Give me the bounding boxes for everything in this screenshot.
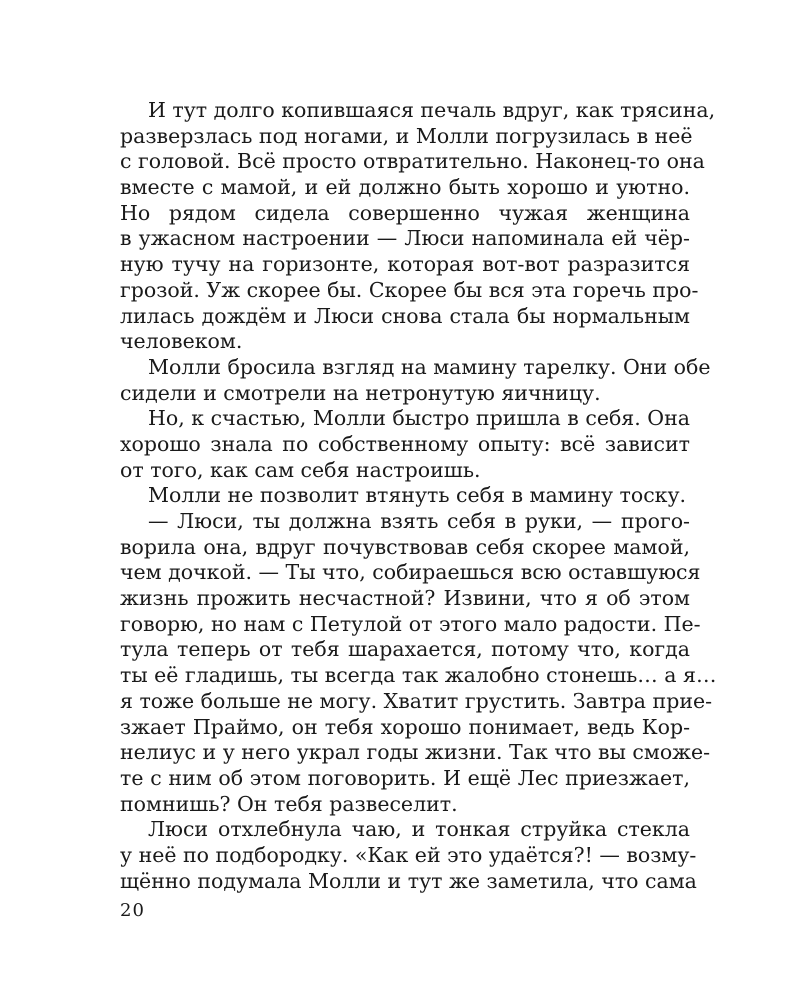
text-line: разверзлась под ногами, и Молли погрузилась в неё (120, 123, 693, 148)
text-line: Люси отхлебнула чаю, и тонкая струйка стекла (148, 817, 690, 842)
page-body-text (120, 98, 717, 894)
text-line: зжает Праймо, он тебя хорошо понимает, ведь Кор- (120, 714, 690, 739)
text-line: тула теперь от тебя шарахается, потому что, когда (120, 637, 690, 662)
text-line: чем дочкой. — Ты что, собираешься всю оставшуюся (120, 560, 701, 585)
text-line: Но, к счастью, Молли быстро пришла в себя. Она (148, 406, 690, 431)
text-line: в ужасном настроении — Люси напоминала ей чёр- (120, 226, 690, 251)
text-line: хорошо знала по собственному опыту: всё зависит (120, 431, 690, 456)
text-line: лилась дождём и Люси снова стала бы нормальным (120, 303, 690, 328)
text-line: грозой. Уж скорее бы. Скорее бы вся эта горечь про- (120, 277, 699, 302)
text-line: говорю, но нам с Петулой от этого мало радости. Пе- (120, 611, 701, 636)
text-line: — Люси, ты должна взять себя в руки, — прого- (148, 509, 690, 533)
page-number: 20 (120, 900, 145, 921)
text-line: человеком. (120, 329, 243, 354)
text-line: с головой. Всё просто отвратительно. Наконец-то она (120, 149, 705, 174)
text-line: жизнь прожить несчастной? Извини, что я об этом (120, 586, 690, 611)
text-line: щённо подумала Молли и тут же заметила, что сама (120, 868, 697, 893)
text-line: помнишь? Он тебя развеселит. (120, 791, 458, 816)
text-line: у неё по подбородку. «Как ей это удаётся?! — возму- (120, 842, 697, 867)
text-line: Но рядом сидела совершенно чужая женщина (120, 200, 690, 225)
text-line: Молли бросила взгляд на мамину тарелку. Они обе (148, 354, 711, 379)
text-line: те с ним об этом поговорить. И ещё Лес приезжает, (120, 765, 690, 790)
text-line: ворила она, вдруг почувствовав себя скорее мамой, (120, 534, 690, 559)
text-line: И тут долго копившаяся печаль вдруг, как трясина, (148, 98, 716, 122)
text-line: я тоже больше не могу. Хватит грустить. Завтра прие- (120, 688, 713, 713)
text-line: ную тучу на горизонте, которая вот-вот разразится (120, 252, 690, 277)
text-line: нелиус и у него украл годы жизни. Так что вы сможе- (120, 740, 711, 765)
text-line: вместе с мамой, и ей должно быть хорошо и уютно. (120, 175, 690, 200)
text-line: от того, как сам себя настроишь. (120, 457, 481, 482)
text-line: сидели и смотрели на нетронутую яичницу. (120, 380, 601, 405)
text-line: Молли не позволит втянуть себя в мамину тоску. (148, 483, 687, 508)
text-line: ты её гладишь, ты всегда так жалобно стонешь… а я… (120, 663, 717, 688)
